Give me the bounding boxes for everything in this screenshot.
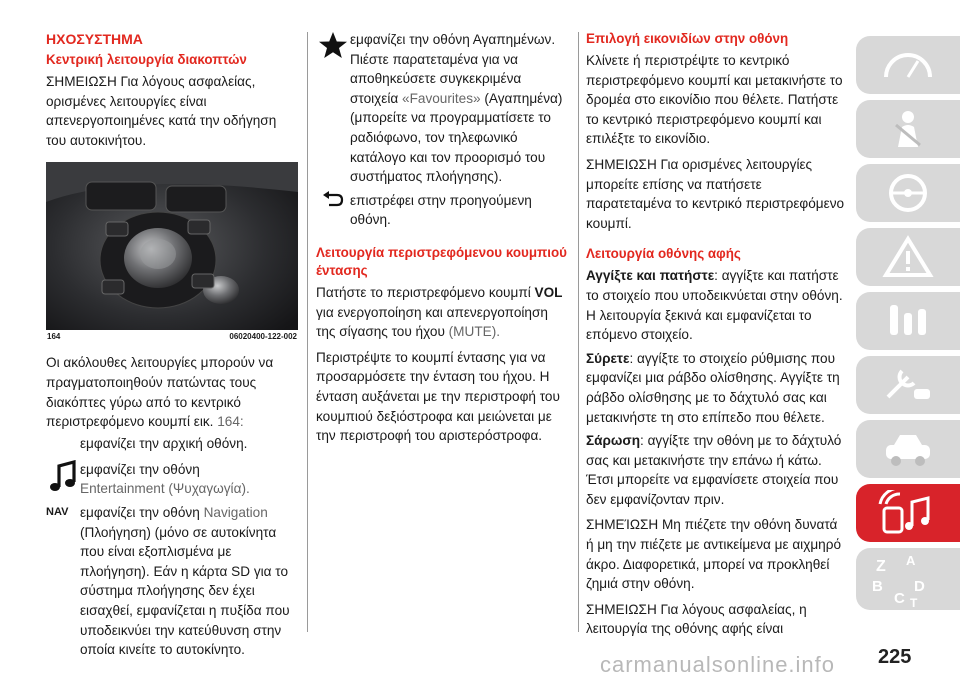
column-1 bbox=[46, 30, 298, 660]
chapter-tab-multimedia[interactable] bbox=[856, 484, 960, 542]
entertainment-row bbox=[46, 460, 298, 499]
figure-caption bbox=[46, 332, 298, 341]
chapter-tab-safety[interactable] bbox=[856, 100, 960, 158]
favourites-row bbox=[316, 30, 568, 187]
volume-vol-label: VOL bbox=[534, 284, 563, 300]
touch-tap-paragraph bbox=[586, 266, 846, 344]
music-note-icon bbox=[46, 460, 80, 494]
chapter-tab-maintenance[interactable] bbox=[856, 356, 960, 414]
touch-slide-text: : αγγίξτε το στοιχείο ρύθμισης που εμφανίζει μια ράβδο ολίσθησης. Αγγίξτε τη ράβδο ολίσθησης με το δάχτυλό σας και μετακινήστε τη στο επίπεδο που θέλετε. bbox=[586, 350, 840, 425]
icon-select-heading: Επιλογή εικονιδίων στην οθόνη bbox=[586, 31, 789, 46]
steering-wheel-icon bbox=[878, 171, 938, 215]
volume-text-b: για ενεργοποίηση και απενεργοποίηση της σίγασης του ήχου bbox=[316, 304, 548, 340]
subsection-heading: Κεντρική λειτουργία διακοπτών bbox=[46, 52, 247, 67]
svg-text:B: B bbox=[872, 578, 883, 595]
wrench-car-icon bbox=[878, 363, 938, 407]
chapter-tab-dashboard[interactable] bbox=[856, 36, 960, 94]
touch-swipe-paragraph bbox=[586, 431, 846, 509]
nav-label: NAV bbox=[46, 505, 69, 518]
home-description: εμφανίζει την αρχική οθόνη. bbox=[80, 435, 248, 451]
page-number: 225 bbox=[878, 646, 912, 668]
touch-note-2: ΣΗΜΕΙΩΣΗ Για λόγους ασφαλείας, η λειτουργία της οθόνης αφής είναι bbox=[586, 601, 807, 637]
knob-illustration bbox=[46, 162, 298, 330]
svg-text:C: C bbox=[894, 590, 905, 607]
volume-paragraph-2: Περιστρέψτε το κουμπί έντασης για να προσαρμόσετε την ένταση του ήχου. Η ένταση αυξάνεται με την περιστροφή του κουμπιού δεξιόστροφα και μειώνεται με την περιστροφή του αριστερόστροφα. bbox=[316, 349, 560, 444]
column-divider-2 bbox=[578, 32, 579, 632]
chapter-tab-emergency[interactable] bbox=[856, 292, 960, 350]
chapter-tab-index[interactable] bbox=[856, 548, 960, 610]
svg-text:A: A bbox=[906, 553, 916, 568]
multimedia-icon bbox=[876, 490, 936, 536]
nav-text-pre: εμφανίζει την οθόνη bbox=[80, 504, 200, 520]
nav-text-gray: Navigation bbox=[203, 504, 268, 520]
nav-row bbox=[46, 503, 298, 660]
seatbelt-icon bbox=[878, 107, 938, 151]
touch-note-1: ΣΗΜΕΊΩΣΗ Μη πιέζετε την οθόνη δυνατά ή μη την πιέζετε με αντικείμενα με αιχμηρό άκρο. Διαφορετικά, μπορεί να προκληθεί ζημιά στην οθόνη. bbox=[586, 517, 842, 592]
touch-swipe-text: : αγγίξτε την οθόνη με το δάχτυλό σας και μετακινήστε την επάνω ή κάτω. Έτσι μπορείτε να εμφανίσετε στοιχεία που δεν εμφανίζονταν πριν. bbox=[586, 433, 842, 507]
entertainment-text-1: εμφανίζει την οθόνη bbox=[80, 461, 200, 477]
favourites-text-2: (Αγαπημένα) (μπορείτε να προγραμματίσετε το ραδιόφωνο, τον τηλεφωνικό κατάλογο και τον προορισμό του συστήματος πλοήγησης). bbox=[350, 90, 563, 185]
favourites-description bbox=[350, 30, 564, 187]
chapter-tab-warnings[interactable] bbox=[856, 228, 960, 286]
column-3 bbox=[586, 30, 846, 639]
intro-text: Οι ακόλουθες λειτουργίες μπορούν να πραγματοποιηθούν πατώντας τους διακόπτες γύρω από το κεντρικό περιστρεφόμενο κουμπί εικ. bbox=[46, 355, 274, 430]
chapter-tabs bbox=[856, 36, 960, 616]
svg-text:T: T bbox=[910, 596, 918, 607]
star-icon bbox=[316, 30, 350, 60]
volume-paragraph-1 bbox=[316, 283, 568, 342]
jack-tools-icon bbox=[878, 299, 938, 343]
chapter-tab-specs[interactable] bbox=[856, 420, 960, 478]
touch-tap-text: : αγγίξτε και πατήστε το στοιχείο που υποδεικνύεται στην οθόνη. Η λειτουργία ξεκινά και εμφανίζεται το επόμενο στοιχείο. bbox=[586, 268, 843, 343]
column-divider-1 bbox=[307, 32, 308, 632]
touch-slide-paragraph bbox=[586, 349, 846, 427]
home-row bbox=[46, 434, 298, 454]
warning-car-icon bbox=[878, 235, 938, 279]
chapter-tab-starting[interactable] bbox=[856, 164, 960, 222]
home-icon bbox=[46, 434, 80, 454]
figure-number: 164 bbox=[47, 332, 61, 342]
nav-description bbox=[80, 503, 298, 660]
favourites-gray: «Favourites» bbox=[402, 90, 481, 106]
safety-note: ΣΗΜΕΙΩΣΗ Για λόγους ασφαλείας, ορισμένες λειτουργίες είναι απενεργοποιημένες κατά την οδήγηση του αυτοκινήτου. bbox=[46, 74, 277, 148]
svg-text:D: D bbox=[914, 578, 925, 595]
back-row bbox=[316, 191, 568, 230]
nav-text-rest: (Πλοήγηση) (μόνο σε αυτοκίνητα που είναι εξοπλισμένα με πλοήγηση). Εάν η κάρτα SD για το σύστημα πλοήγησης δεν έχει εισαχθεί, εμφανίζεται η πυξίδα που υποδεικνύει την κατεύθυνση στην οποία κινείτε το αυτοκίνητο. bbox=[80, 524, 290, 658]
back-arrow-icon bbox=[316, 191, 350, 209]
speedometer-icon bbox=[878, 45, 938, 85]
intro-figure-ref: 164: bbox=[217, 414, 244, 430]
volume-text-a: Πατήστε το περιστρεφόμενο κουμπί bbox=[316, 284, 531, 300]
column-2 bbox=[316, 30, 568, 446]
commander-knob-photo bbox=[46, 162, 298, 330]
entertainment-text-2: Entertainment (Ψυχαγωγία). bbox=[80, 481, 250, 497]
svg-text:Z: Z bbox=[876, 558, 886, 575]
touch-tap-term: Αγγίξτε και πατήστε bbox=[586, 268, 715, 284]
favourites-text-1: εμφανίζει την οθόνη Αγαπημένων. Πιέστε παρατεταμένα για να αποθηκεύσετε συγκεκριμένα στοιχεία bbox=[350, 32, 556, 106]
section-heading: ΗΧΟΣΥΣΤΗΜΑ bbox=[46, 31, 143, 47]
figure-code: 06020400-122-002 bbox=[229, 332, 297, 342]
volume-heading: Λειτουργία περιστρεφόμενου κουμπιού έντασης bbox=[316, 244, 567, 278]
watermark: carmanualsonline.info bbox=[600, 652, 836, 677]
specs-car-icon bbox=[878, 427, 938, 471]
touch-slide-term: Σύρετε bbox=[586, 350, 630, 366]
volume-mute-label: (MUTE). bbox=[448, 324, 500, 340]
icon-select-paragraph-2: ΣΗΜΕΙΩΣΗ Για ορισμένες λειτουργίες μπορείτε επίσης να πατήσετε παρατεταμένα το κεντρικό περιστρεφόμενο κουμπί. bbox=[586, 156, 845, 231]
index-letters-icon bbox=[870, 551, 940, 607]
icon-select-paragraph-1: Κλίνετε ή περιστρέψτε το κεντρικό περιστρεφόμενο κουμπί και μετακινήστε το δρομέα στο εικονίδιο που θέλετε. Πατήστε το κεντρικό περιστρεφόμενο κουμπί και επιλέξτε το εικονίδιο. bbox=[586, 53, 843, 147]
touchscreen-heading: Λειτουργία οθόνης αφής bbox=[586, 246, 741, 262]
touch-swipe-term: Σάρωση bbox=[586, 433, 641, 449]
intro-paragraph bbox=[46, 353, 298, 431]
back-description: επιστρέφει στην προηγούμενη οθόνη. bbox=[350, 192, 532, 228]
